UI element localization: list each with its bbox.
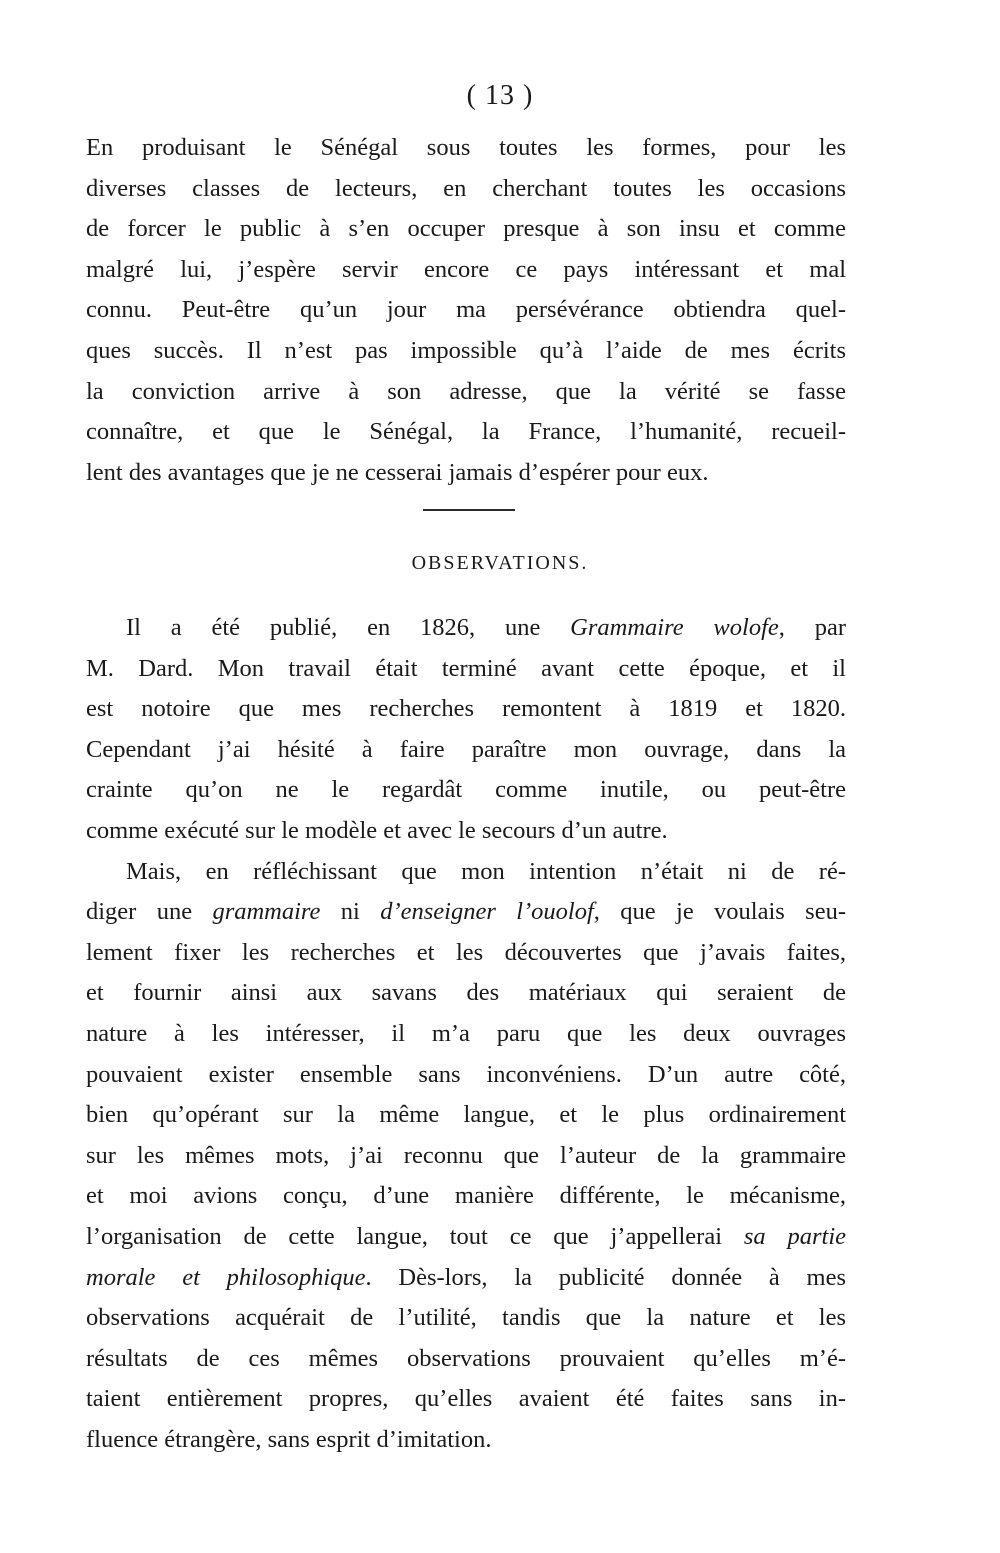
text-line: Mais, en réfléchissant que mon intention n’était ni de ré- (126, 857, 846, 885)
text-line (86, 1217, 846, 1258)
text-line: M. Dard. Mon travail était terminé avant cette époque, et il (86, 654, 846, 682)
text-line: résultats de ces mêmes observations prouvaient qu’elles m’é- (86, 1344, 846, 1372)
text-line: En produisant le Sénégal sous toutes les formes, pour les (86, 134, 846, 161)
text-run: Il a été publié, en 1826, une (126, 614, 571, 641)
text-run: l’organisation de cette langue, tout ce que j’appellerai (86, 1222, 744, 1250)
section-heading: OBSERVATIONS. (411, 552, 589, 574)
text-line: malgré lui, j’espère servir encore ce pays intéressant et mal (86, 255, 846, 283)
text-line: de forcer le public à s’en occuper presque à son insu et comme (86, 215, 846, 243)
text-line: sur les mêmes mots, j’ai reconnu que l’auteur de la grammaire (86, 1141, 846, 1169)
text-line: comme exécuté sur le modèle et avec le secours d’un autre. (86, 816, 668, 844)
text-line: crainte qu’on ne le regardât comme inutile, ou peut-être (86, 776, 846, 804)
section-divider (423, 509, 515, 511)
text-line: et moi avions conçu, d’une manière différente, le mécanisme, (86, 1182, 846, 1210)
text-line: la conviction arrive à son adresse, que la vérité se fasse (86, 377, 846, 405)
text-line: bien qu’opérant sur la même langue, et le plus ordinairement (86, 1101, 846, 1129)
text-line: diverses classes de lecteurs, en cherchant toutes les occasions (86, 174, 846, 202)
text-line (86, 892, 846, 933)
italic-title: Grammaire wolofe (570, 614, 779, 641)
page-number: ( 13 ) (466, 80, 534, 111)
text-line: ques succès. Il n’est pas impossible qu’à l’aide de mes écrits (86, 336, 846, 364)
paragraph-intro (86, 128, 846, 493)
text-line: lent des avantages que je ne cesserai jamais d’espérer pour eux. (86, 458, 709, 486)
text-line: est notoire que mes recherches remontent à 1819 et 1820. (86, 695, 846, 723)
text-run: , par (778, 614, 846, 641)
text-line: fluence étrangère, sans esprit d’imitation. (86, 1425, 492, 1453)
italic-term: d’enseigner l’ouolof (380, 898, 594, 926)
text-run: diger une (86, 898, 213, 926)
text-line: observations acquérait de l’utilité, tandis que la nature et les (86, 1304, 846, 1332)
text-line: connu. Peut-être qu’un jour ma persévérance obtiendra quel- (86, 296, 846, 324)
text-line: et fournir ainsi aux savans des matériaux qui seraient de (86, 979, 846, 1007)
italic-term: sa partie (743, 1222, 846, 1250)
text-line: Cependant j’ai hésité à faire paraître mon ouvrage, dans la (86, 735, 846, 763)
text-line (86, 1258, 846, 1299)
text-run: . Dès-lors, la publicité donnée à mes (365, 1263, 846, 1291)
text-line (86, 608, 846, 649)
text-run: ni (320, 898, 381, 926)
italic-term: grammaire (212, 898, 321, 926)
text-line: connaître, et que le Sénégal, la France, l’humanité, recueil- (86, 418, 846, 446)
text-line: lement fixer les recherches et les découvertes que j’avais faites, (86, 938, 846, 966)
italic-term: morale et philosophique (86, 1263, 366, 1291)
text-line: pouvaient exister ensemble sans inconvéniens. D’un autre côté, (86, 1060, 846, 1088)
paragraph-observations (86, 608, 846, 1460)
text-line: nature à les intéresser, il m’a paru que les deux ouvrages (86, 1019, 846, 1047)
text-run: , que je voulais seu- (593, 898, 846, 926)
text-line: taient entièrement propres, qu’elles avaient été faites sans in- (86, 1385, 846, 1413)
